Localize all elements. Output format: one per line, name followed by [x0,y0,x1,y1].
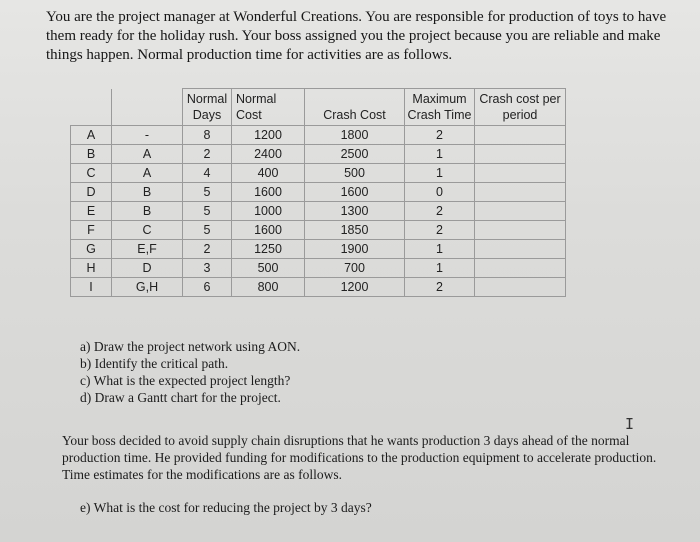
cell-pred: A [112,164,183,183]
cell-max-crash: 2 [405,202,475,221]
cell-days: 2 [183,145,232,164]
question-e: e) What is the cost for reducing the project by 3 days? [80,500,372,515]
cell-activity: B [71,145,112,164]
modification-paragraph: Your boss decided to avoid supply chain disruptions that he wants production 3 days ahead of the normal production time. He provided funding for modifications to the production equipment to accelerate production. Time estimates for the modifications are as follows. [62,433,657,482]
header-crash-cost-per-period: Crash cost per period [475,89,566,126]
cell-days: 5 [183,202,232,221]
cell-normal-cost: 1200 [232,126,305,145]
table-row [71,164,566,183]
cell-max-crash: 1 [405,259,475,278]
question-b: b) Identify the critical path. [80,356,229,371]
cell-crash-cost-per-period [475,202,566,221]
table-header-row [71,89,566,126]
cell-crash-cost: 2500 [305,145,405,164]
header-normal-days: Normal Days [183,89,232,126]
cell-max-crash: 0 [405,183,475,202]
cell-crash-cost-per-period [475,183,566,202]
cell-activity: F [71,221,112,240]
cell-crash-cost: 1600 [305,183,405,202]
table-row [71,259,566,278]
cell-crash-cost: 1300 [305,202,405,221]
cell-max-crash: 1 [405,145,475,164]
header-max-crash-time: Maximum Crash Time [405,89,475,126]
cell-pred: A [112,145,183,164]
cell-activity: I [71,278,112,297]
table-row [71,202,566,221]
cell-crash-cost: 500 [305,164,405,183]
cell-normal-cost: 400 [232,164,305,183]
cell-activity: G [71,240,112,259]
cell-crash-cost-per-period [475,221,566,240]
cell-days: 3 [183,259,232,278]
cell-normal-cost: 500 [232,259,305,278]
cell-days: 4 [183,164,232,183]
cell-crash-cost-per-period [475,164,566,183]
cell-normal-cost: 800 [232,278,305,297]
cell-pred: B [112,183,183,202]
text-cursor-icon: I [625,415,635,433]
cell-days: 5 [183,183,232,202]
cell-crash-cost-per-period [475,278,566,297]
cell-pred: D [112,259,183,278]
cell-crash-cost: 1800 [305,126,405,145]
cell-max-crash: 1 [405,164,475,183]
cell-crash-cost-per-period [475,145,566,164]
table-body [71,126,566,297]
header-normal-cost: Normal Cost [232,89,305,126]
cell-normal-cost: 1600 [232,183,305,202]
table-row [71,278,566,297]
cell-normal-cost: 1250 [232,240,305,259]
cell-days: 2 [183,240,232,259]
cell-crash-cost-per-period [475,259,566,278]
cell-activity: D [71,183,112,202]
cell-normal-cost: 1600 [232,221,305,240]
cell-max-crash: 2 [405,221,475,240]
table-row [71,183,566,202]
table-row [71,240,566,259]
questions-list [80,338,300,406]
cell-max-crash: 2 [405,126,475,145]
question-a: a) Draw the project network using AON. [80,339,301,354]
cell-days: 8 [183,126,232,145]
table-row [71,221,566,240]
cell-days: 5 [183,221,232,240]
cell-crash-cost-per-period [475,240,566,259]
activity-table [70,88,566,297]
intro-paragraph: You are the project manager at Wonderful Creations. You are responsible for production of toys to have them ready for the holiday rush. Your boss assigned you the project because you are reliable and make things happen. Normal production time for activities are as follows. [46,9,667,63]
cell-activity: C [71,164,112,183]
cell-crash-cost: 1850 [305,221,405,240]
cell-crash-cost-per-period [475,126,566,145]
cell-pred: E,F [112,240,183,259]
cell-pred: B [112,202,183,221]
table-row [71,145,566,164]
header-crash-cost: Crash Cost [305,89,405,126]
question-c: c) What is the expected project length? [80,373,291,388]
cell-normal-cost: 1000 [232,202,305,221]
cell-activity: H [71,259,112,278]
cell-crash-cost: 1200 [305,278,405,297]
cell-crash-cost: 1900 [305,240,405,259]
table-row [71,126,566,145]
cell-pred: - [112,126,183,145]
cell-max-crash: 2 [405,278,475,297]
cell-crash-cost: 700 [305,259,405,278]
cell-max-crash: 1 [405,240,475,259]
cell-days: 6 [183,278,232,297]
cell-pred: C [112,221,183,240]
question-d: d) Draw a Gantt chart for the project. [80,390,281,405]
cell-activity: E [71,202,112,221]
cell-normal-cost: 2400 [232,145,305,164]
cell-activity: A [71,126,112,145]
cell-pred: G,H [112,278,183,297]
